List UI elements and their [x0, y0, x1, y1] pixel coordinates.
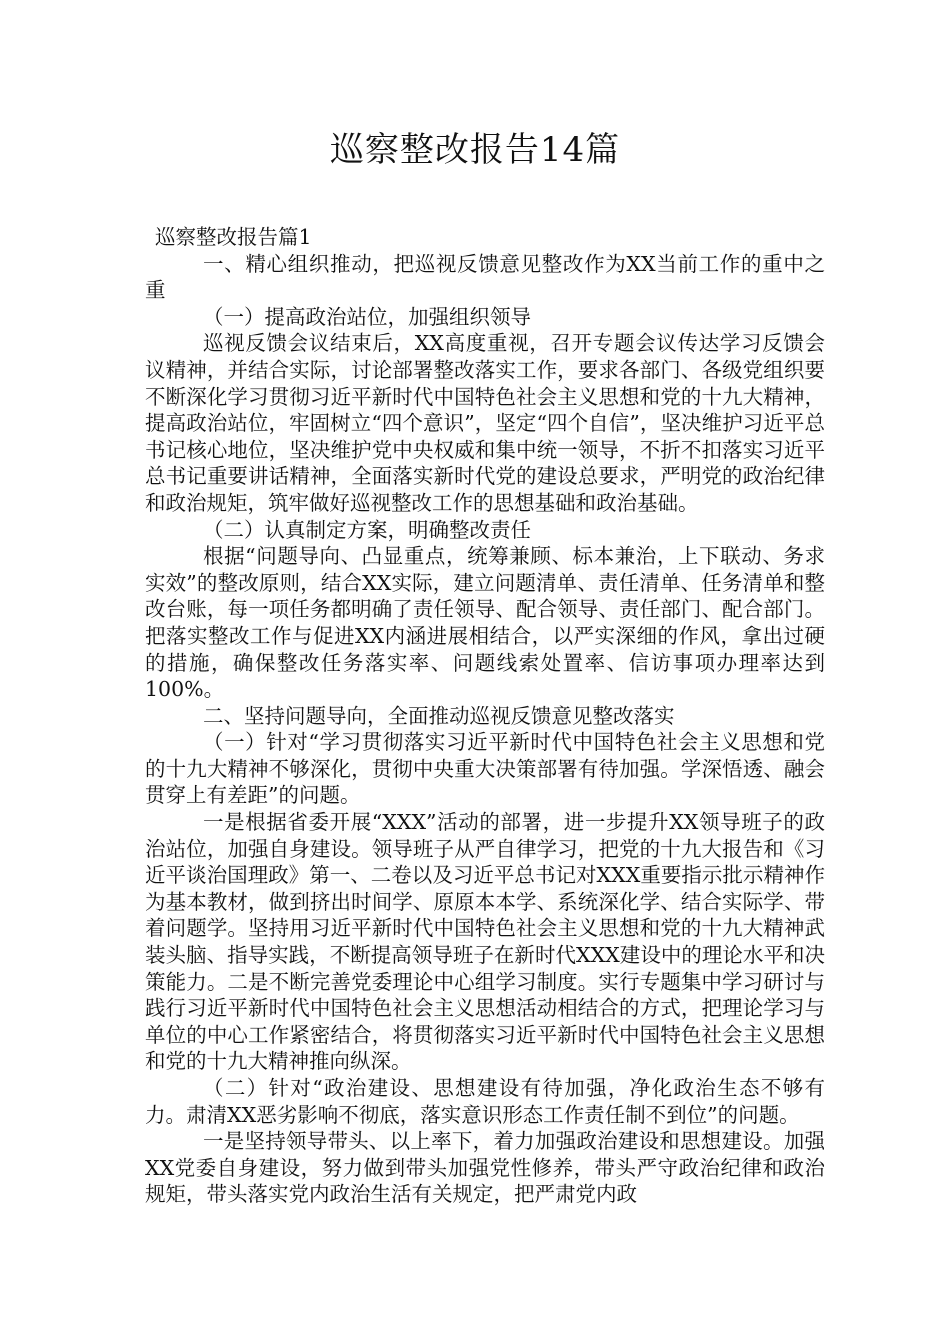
paragraph-body-2: 根据“问题导向、凸显重点，统筹兼顾、标本兼治，上下联动、务求实效”的整改原则，结合XX实际，建立问题清单、责任清单、任务清单和整改台账，每一项任务都明确了责任领导、配合领导、责任部门、配合部门。把落实整改工作与促进XX内涵进展相结合，以严实深细的作风，拿出过硬的措施，确保整改任务落实率、问题线索处置率、信访事项办理率达到100%。	[145, 544, 825, 702]
paragraph-subheading-1-1: （一）提高政治站位，加强组织领导	[203, 304, 531, 329]
paragraph-subheading-2-2: （二）针对“政治建设、思想建设有待加强，净化政治生态不够有力。肃清XX恶劣影响不彻底，落实意识形态工作责任制不到位”的问题。	[145, 1076, 825, 1127]
section-heading: 巡察整改报告篇1	[155, 225, 312, 249]
document-body	[145, 224, 825, 1208]
paragraph-body-3: 一是根据省委开展“XXX”活动的部署，进一步提升XX领导班子的政治站位，加强自身建设。领导班子从严自律学习，把党的十九大报告和《习近平谈治国理政》第一、二卷以及习近平总书记对XXX重要指示批示精神作为基本教材，做到挤出时间学、原原本本学、系统深化学、结合实际学、带着问题学。坚持用习近平新时代中国特色社会主义思想和党的十九大精神武装头脑、指导实践，不断提高领导班子在新时代XXX建设中的理论水平和决策能力。二是不断完善党委理论中心组学习制度。实行专题集中学习研讨与践行习近平新时代中国特色社会主义思想活动相结合的方式，把理论学习与单位的中心工作紧密结合，将贯彻落实习近平新时代中国特色社会主义思想和党的十九大精神推向纵深。	[145, 810, 825, 1074]
paragraph-heading-2: 二、坚持问题导向，全面推动巡视反馈意见整改落实	[203, 703, 675, 728]
paragraph-subheading-1-2: （二）认真制定方案，明确整改责任	[203, 517, 531, 542]
paragraph-subheading-2-1: （一）针对“学习贯彻落实习近平新时代中国特色社会主义思想和党的十九大精神不够深化，贯彻中央重大决策部署有待加强。学深悟透、融会贯穿上有差距”的问题。	[145, 730, 825, 808]
paragraph-heading-1: 一、精心组织推动，把巡视反馈意见整改作为XX当前工作的重中之重	[145, 251, 825, 303]
document-title: 巡察整改报告14篇	[329, 130, 621, 170]
paragraph-body-4: 一是坚持领导带头、以上率下，着力加强政治建设和思想建设。加强XX党委自身建设，努力做到带头加强党性修养，带头严守政治纪律和政治规矩，带头落实党内政治生活有关规定，把严肃党内政	[145, 1129, 825, 1207]
paragraph-body-1: 巡视反馈会议结束后，XX高度重视，召开专题会议传达学习反馈会议精神，并结合实际，讨论部署整改落实工作，要求各部门、各级党组织要不断深化学习贯彻习近平新时代中国特色社会主义思想和党的十九大精神，提高政治站位，牢固树立“四个意识”，坚定“四个自信”，坚决维护习近平总书记核心地位，坚决维护党中央权威和集中统一领导，不折不扣落实习近平总书记重要讲话精神，全面落实新时代党的建设总要求，严明党的政治纪律和政治规矩，筑牢做好巡视整改工作的思想基础和政治基础。	[145, 331, 825, 515]
